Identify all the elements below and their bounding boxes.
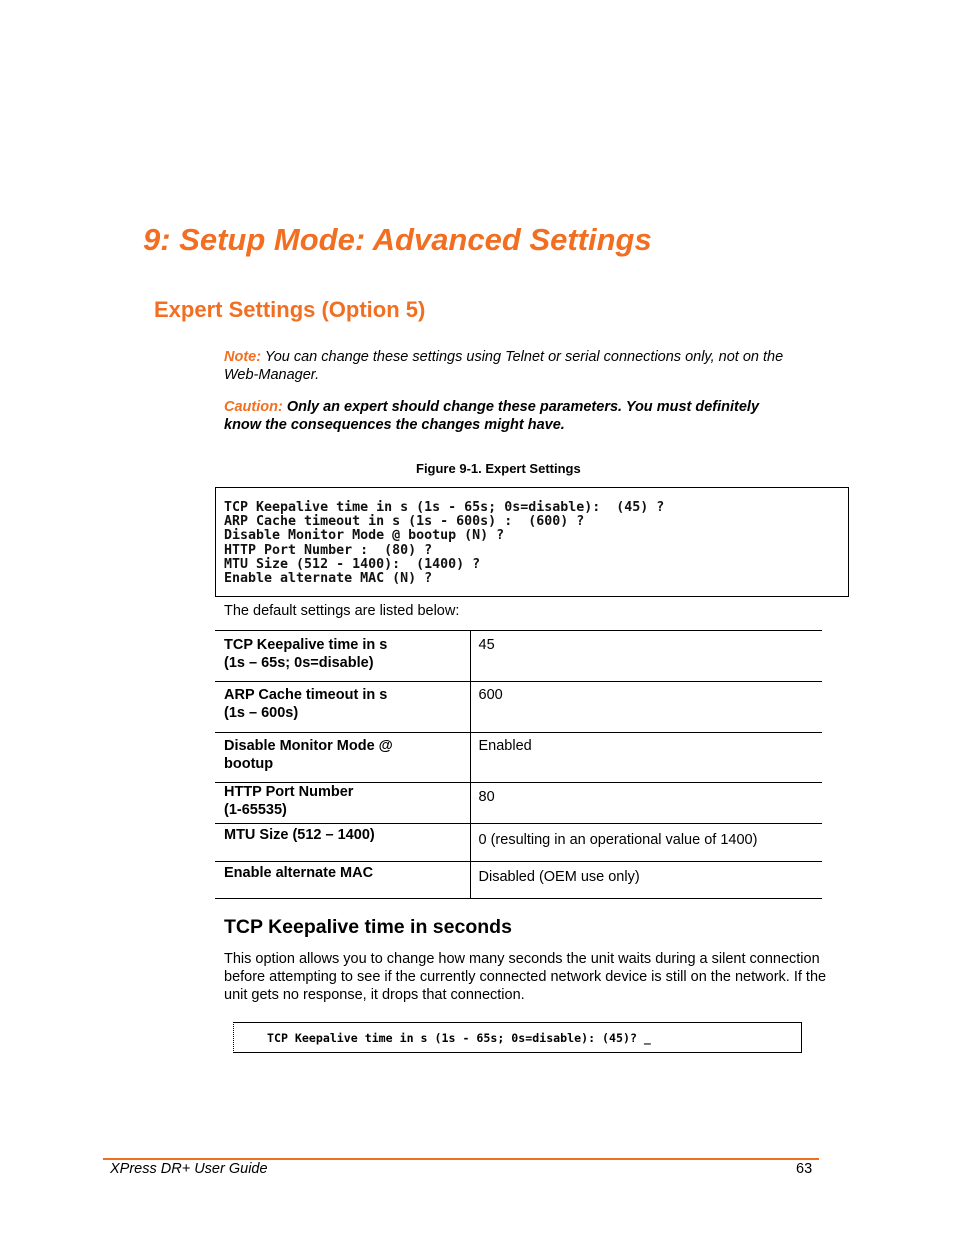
body-paragraph: This option allows you to change how many seconds the unit waits during a silent connection before attempting to see if the currently connected network device is still on the network. If the unit gets no response, it drops that connection. (224, 951, 827, 1003)
setting-name-cell (215, 682, 470, 733)
setting-value-cell (470, 631, 822, 682)
figure-caption: Figure 9-1. Expert Settings (416, 461, 581, 476)
caution-label: Caution: (224, 399, 283, 415)
settings-table (215, 630, 822, 899)
setting-name-cell (215, 824, 470, 862)
terminal-line: TCP Keepalive time in s (1s - 65s; 0s=disable): (45) ? (224, 500, 665, 515)
setting-value-cell (470, 733, 822, 783)
table-row (215, 862, 822, 899)
note-paragraph (224, 348, 804, 384)
section-title: Expert Settings (Option 5) (154, 297, 426, 322)
note-label: Note: (224, 349, 262, 365)
chapter-title: 9: Setup Mode: Advanced Settings (143, 222, 652, 257)
setting-value-cell (470, 824, 822, 862)
defaults-intro: The default settings are listed below: (224, 603, 460, 619)
setting-name-cell (215, 862, 470, 899)
note-text: You can change these settings using Telnet or serial connections only, not on the Web-Manager. (224, 349, 784, 383)
setting-name-cell (215, 631, 470, 682)
setting-name-cell (215, 733, 470, 783)
setting-name-line2: (1s – 65s; 0s=disable) (224, 655, 374, 671)
setting-value-cell (470, 862, 822, 899)
setting-value: 0 (resulting in an operational value of 1400) (478, 832, 758, 848)
table-row (215, 631, 822, 682)
setting-name-line2: (1-65535) (224, 802, 287, 818)
footer-divider (103, 1158, 819, 1160)
setting-name-line2: (1s – 600s) (224, 705, 299, 721)
table-row (215, 783, 822, 824)
footer-page-number: 63 (796, 1161, 813, 1177)
table-row (215, 824, 822, 862)
setting-value: Disabled (OEM use only) (478, 869, 640, 885)
terminal-line: Disable Monitor Mode @ bootup (N) ? (224, 528, 505, 544)
setting-name-line1: MTU Size (512 – 1400) (224, 827, 375, 843)
setting-name-line1: TCP Keepalive time in s (224, 637, 388, 653)
terminal-line: MTU Size (512 - 1400): (1400) ? (224, 556, 481, 572)
footer-guide-title: XPress DR+ User Guide (110, 1161, 268, 1177)
setting-name-line1: HTTP Port Number (224, 784, 354, 800)
caution-paragraph (224, 398, 784, 434)
setting-value: 45 (478, 637, 495, 653)
setting-name-line1: ARP Cache timeout in s (224, 687, 388, 703)
command-prompt-box (233, 1022, 802, 1053)
setting-value: Enabled (478, 738, 532, 754)
setting-value: 600 (478, 687, 503, 703)
setting-name-line2: bootup (224, 756, 274, 772)
setting-name-line1: Disable Monitor Mode @ (224, 738, 393, 754)
setting-value-cell (470, 783, 822, 824)
setting-name-line1: Enable alternate MAC (224, 865, 374, 881)
setting-name-cell (215, 783, 470, 824)
terminal-line: HTTP Port Number : (80) ? (224, 542, 433, 558)
table-row (215, 733, 822, 783)
command-prompt-text: TCP Keepalive time in s (1s - 65s; 0s=disable): (45)? _ (267, 1031, 651, 1045)
terminal-screenshot (215, 487, 849, 597)
table-row (215, 682, 822, 733)
subheading: TCP Keepalive time in seconds (224, 916, 512, 938)
setting-value-cell (470, 682, 822, 733)
terminal-line: ARP Cache timeout in s (1s - 600s) : (600) ? (224, 514, 585, 530)
caution-text: Only an expert should change these parameters. You must definitely know the consequences the changes might have. (224, 399, 760, 433)
terminal-line: Enable alternate MAC (N) ? (224, 571, 433, 587)
setting-value: 80 (478, 789, 495, 805)
